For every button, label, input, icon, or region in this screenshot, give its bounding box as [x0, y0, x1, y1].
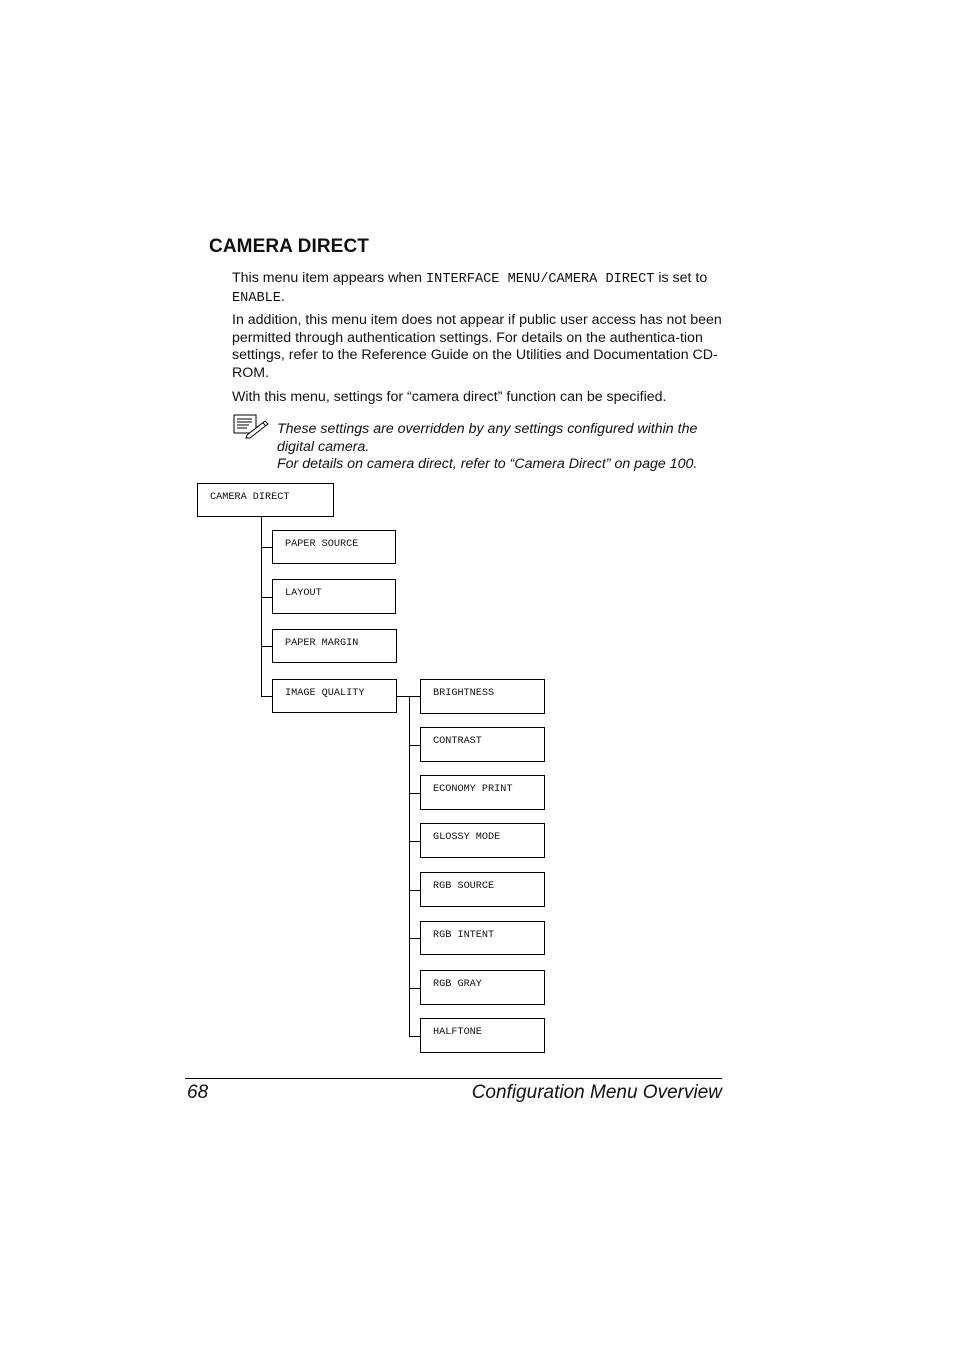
connector-glossy-mode [409, 841, 420, 842]
menu-box-paper-source: PAPER SOURCE [272, 530, 396, 564]
connector-rgb-source [409, 890, 420, 891]
section-heading: CAMERA DIRECT [209, 236, 369, 257]
note-text [277, 421, 727, 474]
connector-paper-source [261, 547, 272, 548]
footer-divider [185, 1078, 722, 1079]
connector-contrast [409, 745, 420, 746]
menu-box-camera-direct: CAMERA DIRECT [197, 483, 334, 517]
menu-box-economy-print: ECONOMY PRINT [420, 775, 545, 810]
intro-paragraph [232, 270, 726, 307]
connector-paper-margin [261, 646, 272, 647]
connector-layout [261, 597, 272, 598]
menu-box-glossy-mode: GLOSSY MODE [420, 823, 545, 858]
intro-code-enable: ENABLE [232, 290, 281, 306]
menu-box-rgb-intent: RGB INTENT [420, 921, 545, 955]
menu-box-layout: LAYOUT [272, 579, 396, 614]
menu-box-halftone: HALFTONE [420, 1018, 545, 1053]
note-pencil-icon [233, 413, 269, 439]
intro-text-c: . [280, 288, 285, 305]
connector-rgb-intent [409, 938, 420, 939]
menu-box-image-quality: IMAGE QUALITY [272, 679, 397, 713]
intro-text-a: This menu item appears when [232, 270, 426, 286]
intro-text-b: is set to [654, 270, 708, 286]
function-paragraph: With this menu, settings for “camera direct” function can be specified. [232, 389, 667, 405]
connector-subtrunk [409, 696, 410, 1036]
intro-code-menu-path: INTERFACE MENU/CAMERA DIRECT [426, 272, 655, 287]
footer-chapter-title: Configuration Menu Overview [471, 1082, 722, 1103]
connector-halftone [409, 1036, 420, 1037]
authentication-paragraph: In addition, this menu item does not appear if public user access has not been permitted through authentication settings. For details on the authentica-tion settings, refer to the Reference Guide on the Utilities and Documentation CD-ROM. [232, 312, 722, 381]
note-line-2: For details on camera direct, refer to “Camera Direct” on page 100. [277, 456, 698, 473]
menu-box-contrast: CONTRAST [420, 727, 545, 762]
connector-rgb-gray [409, 988, 420, 989]
connector-trunk [261, 517, 262, 696]
menu-box-rgb-gray: RGB GRAY [420, 970, 545, 1005]
menu-box-brightness: BRIGHTNESS [420, 679, 545, 714]
page-number: 68 [187, 1082, 209, 1103]
menu-box-paper-margin: PAPER MARGIN [272, 629, 397, 663]
connector-economy-print [409, 793, 420, 794]
note-line-1: These settings are overridden by any settings configured within the digital camera. [277, 421, 698, 455]
menu-box-rgb-source: RGB SOURCE [420, 872, 545, 907]
connector-image-quality [261, 696, 272, 697]
